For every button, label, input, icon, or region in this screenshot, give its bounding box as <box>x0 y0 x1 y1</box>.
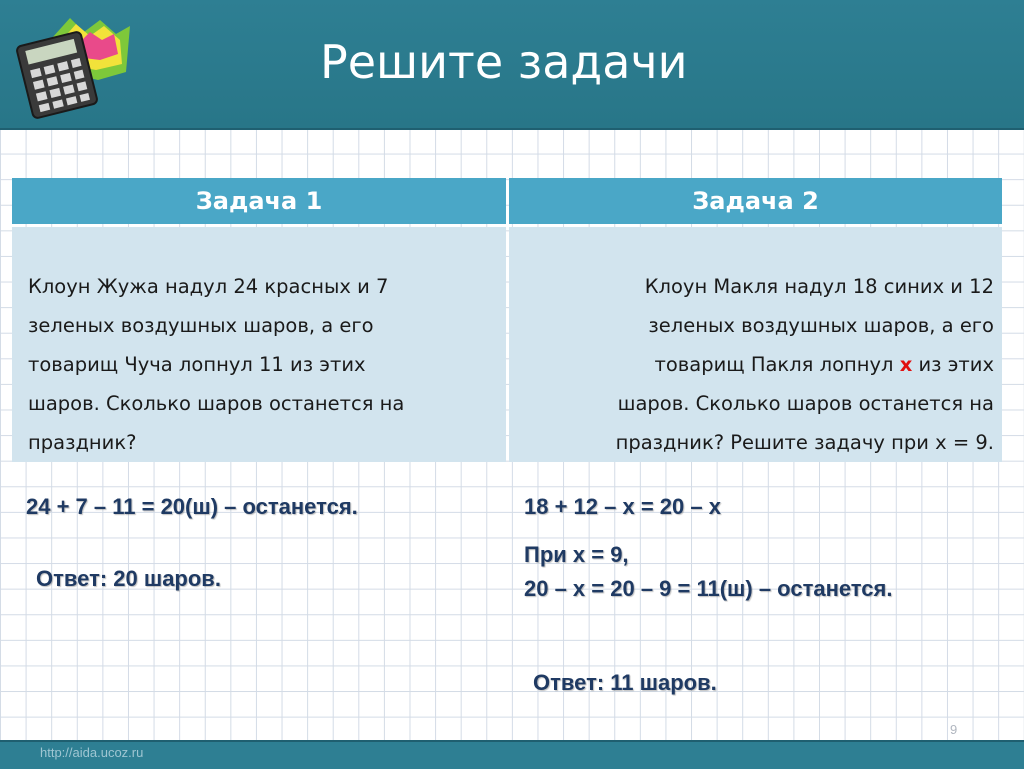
task2-header: Задача 2 <box>509 178 1002 224</box>
solution2-answer: Ответ: 11 шаров. <box>533 670 717 695</box>
task2-text <box>509 227 1002 462</box>
solution2-condition: При х = 9, <box>524 542 629 567</box>
task1-header: Задача 1 <box>12 178 506 224</box>
variable-x: х <box>899 353 913 376</box>
page-number: 9 <box>950 722 958 737</box>
task2-line <box>519 345 994 384</box>
page-title: Решите задачи <box>320 35 688 89</box>
task2-line: зеленых воздушных шаров, а его <box>648 314 994 337</box>
solution2-equation: 18 + 12 – х = 20 – х <box>524 494 721 519</box>
task2-line-part: из этих <box>912 353 994 376</box>
task2-line: Клоун Макля надул 18 синих и 12 <box>644 275 994 298</box>
task2-line: шаров. Сколько шаров останется на <box>617 392 994 415</box>
task2-line-part: товарищ Пакля лопнул <box>654 353 900 376</box>
solution1-answer: Ответ: 20 шаров. <box>36 566 221 591</box>
calculator-icon <box>12 10 132 120</box>
task1-line: праздник? <box>28 431 137 454</box>
solution1-equation: 24 + 7 – 11 = 20(ш) – останется. <box>26 494 358 519</box>
solution2-calculation: 20 – х = 20 – 9 = 11(ш) – останется. <box>524 576 893 601</box>
tasks-table <box>12 178 1002 462</box>
task1-line: зеленых воздушных шаров, а его <box>28 314 374 337</box>
task2-line: праздник? Решите задачу при х = 9. <box>615 431 994 454</box>
task1-text <box>12 227 506 462</box>
footer-bar <box>0 740 1024 769</box>
source-url[interactable]: http://aida.ucoz.ru <box>40 745 144 760</box>
task1-line: Клоун Жужа надул 24 красных и 7 <box>28 275 389 298</box>
task1-line: товарищ Чуча лопнул 11 из этих <box>28 353 366 376</box>
task1-line: шаров. Сколько шаров останется на <box>28 392 405 415</box>
